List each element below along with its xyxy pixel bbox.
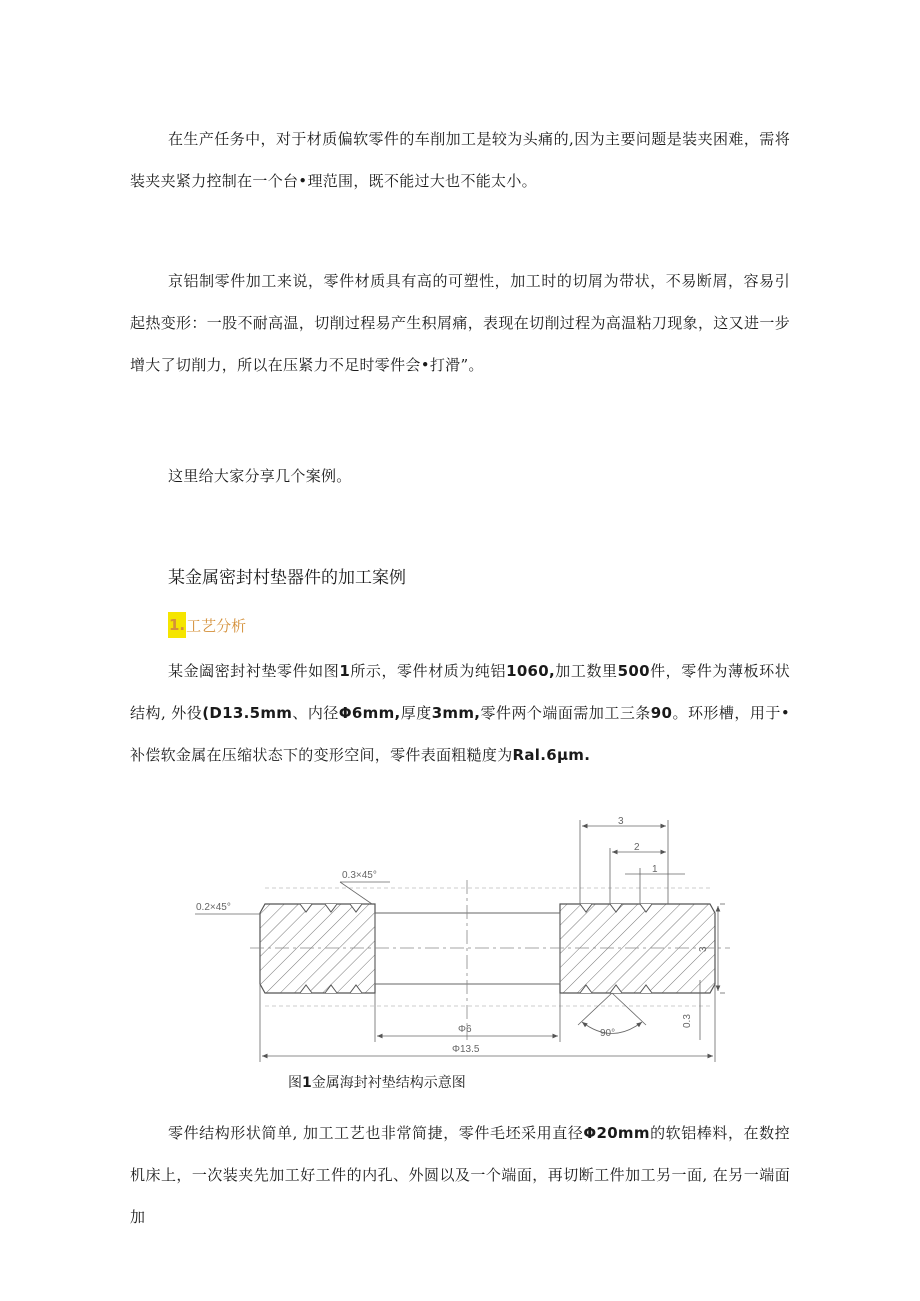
dim-3-label: 3 — [618, 816, 624, 827]
dim-outer-label: Φ13.5 — [452, 1044, 480, 1055]
chamfer-top-label: 0.3×45° — [342, 870, 377, 881]
paragraph-closing: 零件结构形状简单, 加工工艺也非常简捷，零件毛坯采用直径Φ20mm的软铝棒料，在数控机床上，一次装夹先加工好工件的内孔、外圆以及一个端面，再切断工件加工另一面, 在另一端面加 — [130, 1124, 790, 1226]
figure-caption: 图1金属海封衬垫结构示意图 — [288, 1075, 466, 1091]
paragraph-intro: 在生产任务中，对于材质偏软零件的车削加工是较为头痛的,因为主要问题是装夹困难，需将装夹夹紧力控制在一个台•理范围，既不能过大也不能太小。 — [130, 130, 790, 190]
gasket-drawing — [180, 810, 740, 1075]
dim-2-label: 2 — [634, 842, 640, 853]
dim-groove-label: 0.3 — [682, 1014, 693, 1028]
paragraph-aluminum: 京铝制零件加工来说，零件材质具有高的可塑性，加工时的切屑为带状，不易断屑，容易引起热变形：一股不耐高温，切削过程易产生积屑痛，表现在切削过程为高温粘刀现象，这又进一步增大了切削力，所以在压紧力不足时零件会•打滑”。 — [130, 272, 790, 374]
subsection-title: 工艺分析 — [186, 616, 247, 635]
bore-outline — [375, 913, 560, 984]
subsection-heading — [168, 612, 246, 638]
dim-angle-label: 90° — [600, 1028, 616, 1039]
chamfer-left-label: 0.2×45° — [196, 902, 231, 913]
paragraph-analysis: 某金阖密封衬垫零件如图1所示，零件材质为纯铝1060,加工数里500件，零件为薄板环状结构, 外役(D13.5mm、内径Φ6mm,厚度3mm,零件两个端面需加工三条90。环形槽，用于•补偿软金属在压缩状态下的变形空间，零件表面粗糙度为Ral.6μm. — [130, 662, 790, 764]
dim-1-label: 1 — [652, 864, 658, 875]
subsection-number: 1. — [168, 612, 186, 638]
section-right — [560, 904, 715, 993]
paragraph-cases: 这里给大家分享几个案例。 — [168, 467, 352, 485]
dim-inner-label: Φ6 — [458, 1024, 472, 1035]
section-title: 某金属密封村垫器件的加工案例 — [168, 568, 406, 588]
section-left — [260, 904, 375, 993]
dim-height-label: 3 — [698, 946, 709, 952]
